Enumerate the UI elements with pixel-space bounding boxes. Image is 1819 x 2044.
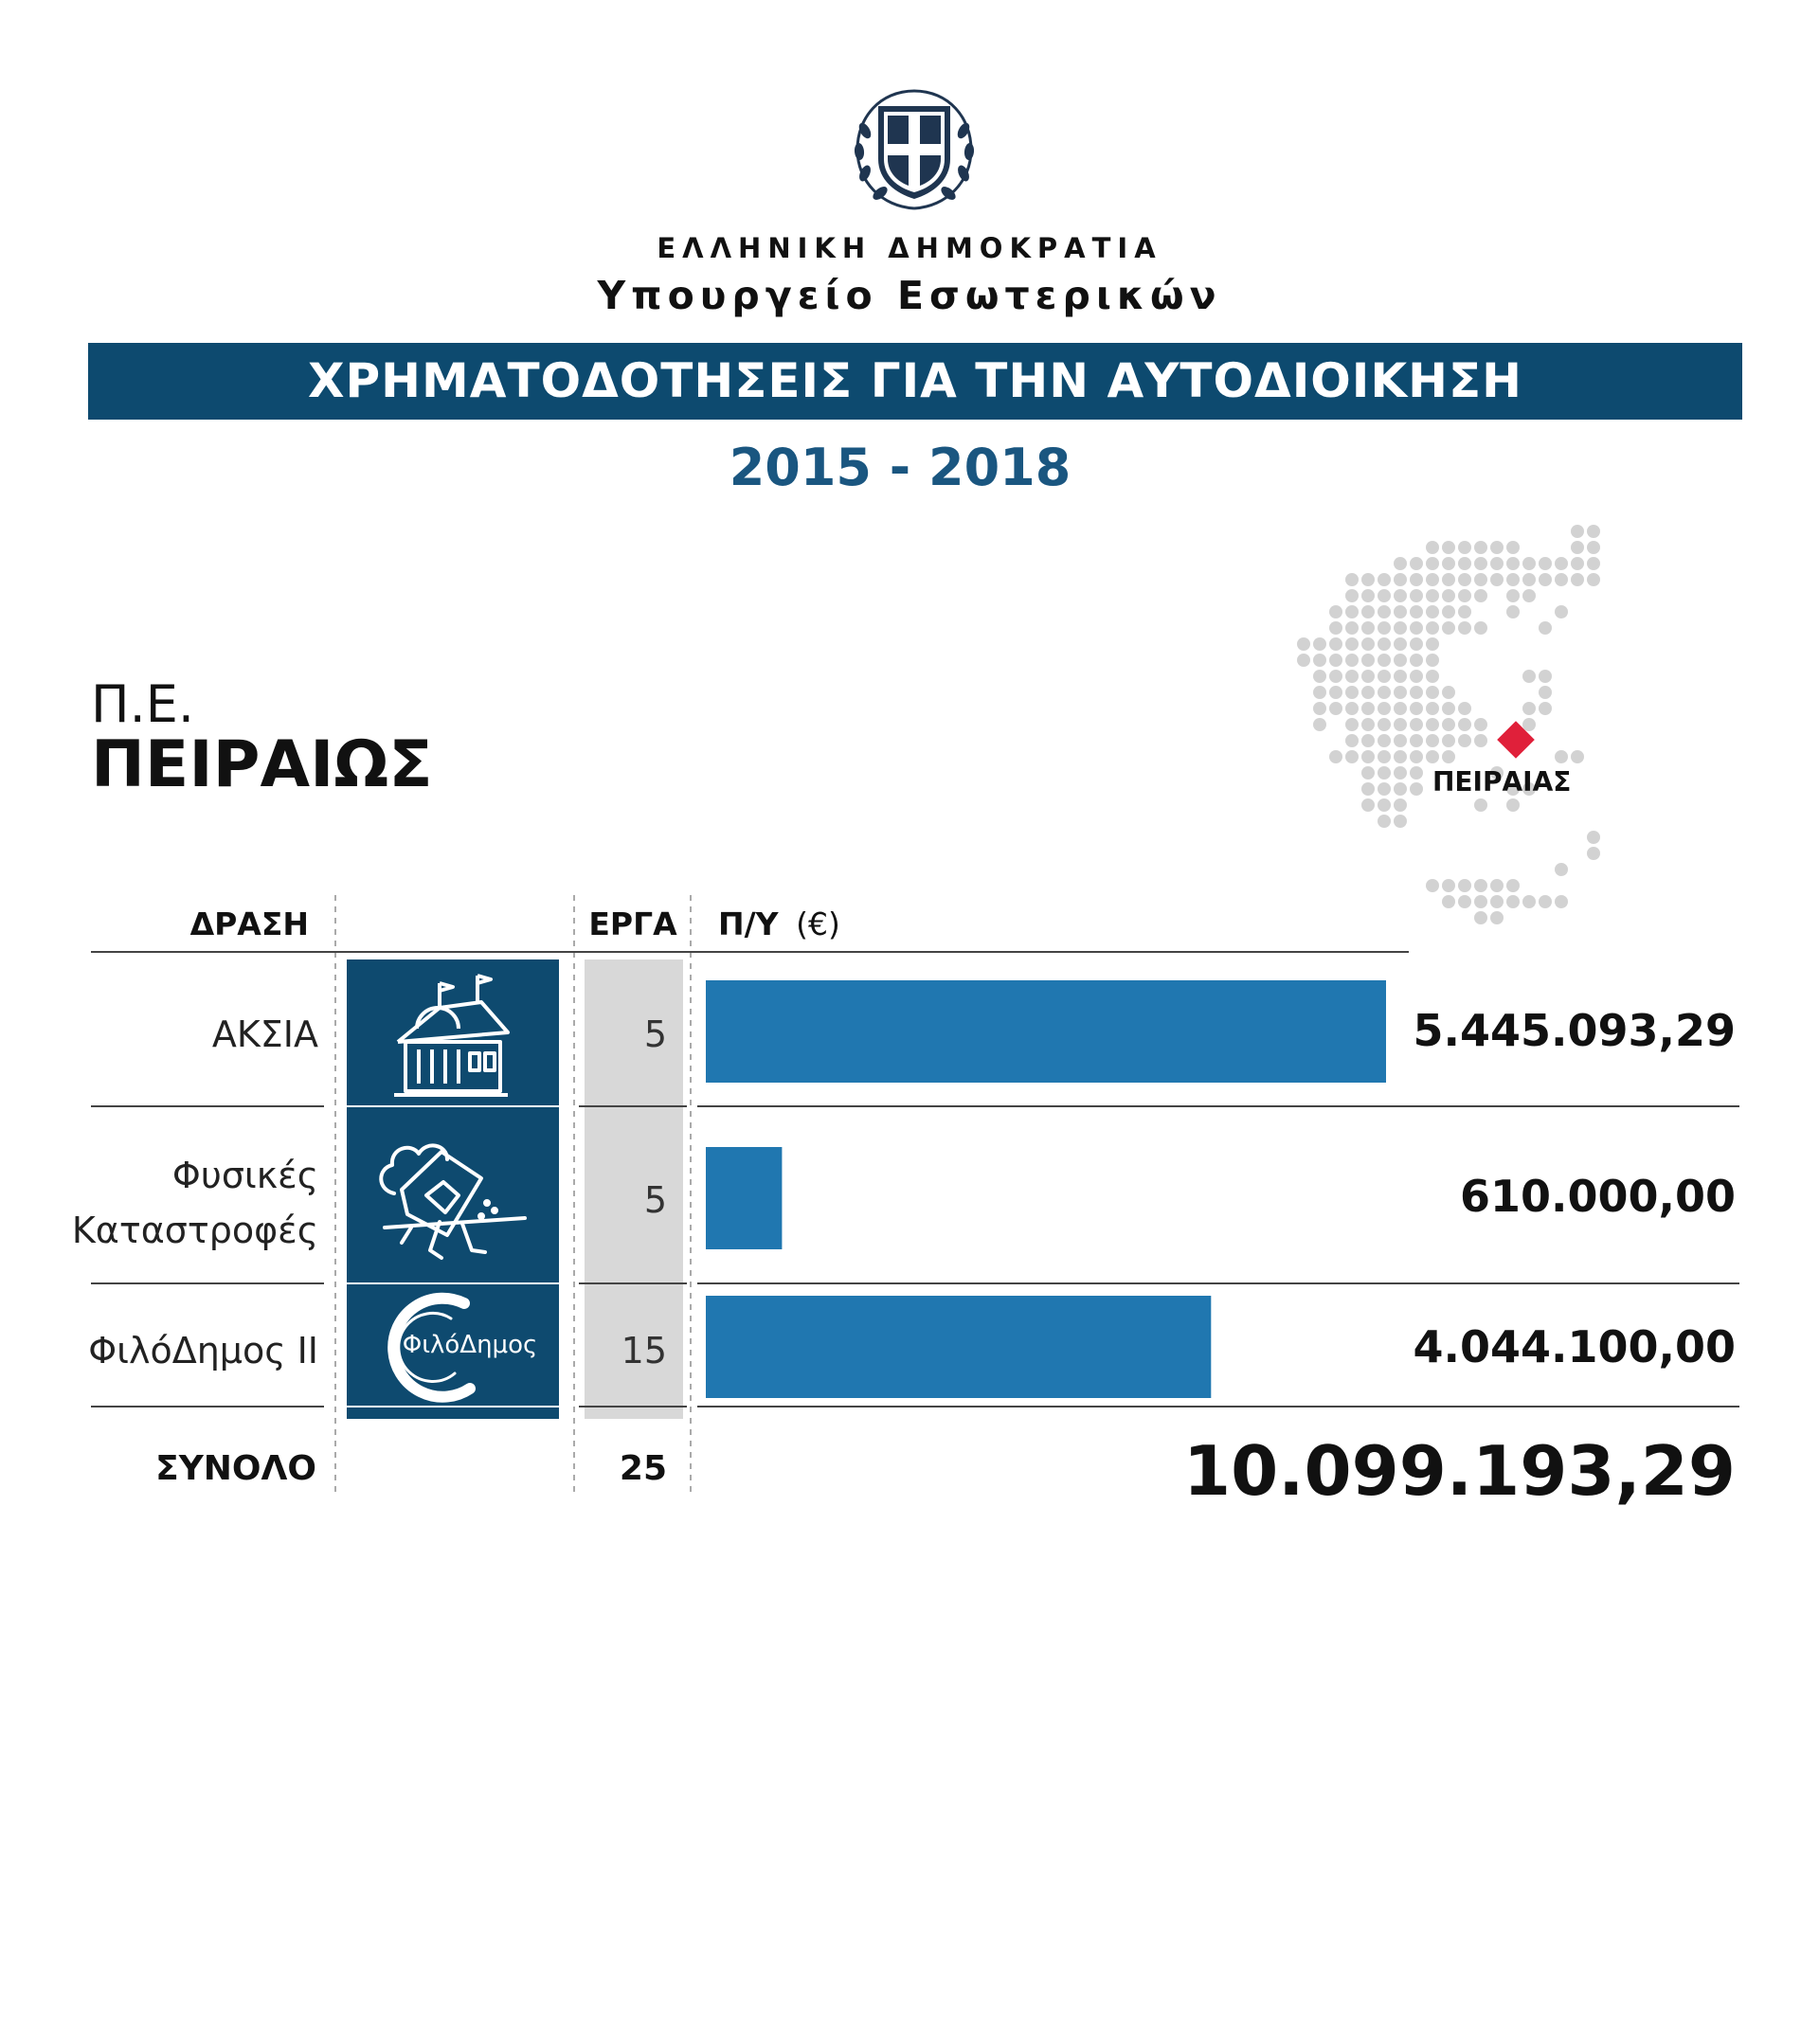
- row-value: 610.000,00: [1459, 1171, 1736, 1222]
- row-label: Καταστροφές: [71, 1210, 318, 1251]
- row-value: 5.445.093,29: [1413, 1005, 1736, 1056]
- region-name: ΠΕΙΡΑΙΩΣ: [91, 727, 433, 802]
- ministry-title: Υπουργείο Εσωτερικών: [597, 273, 1222, 318]
- region-prefix: Π.Ε.: [91, 674, 195, 734]
- row-projects: 5: [643, 1013, 667, 1055]
- header-projects: ΕΡΓΑ: [588, 905, 677, 942]
- map-label: ΠΕΙΡΑΙΑΣ: [1432, 766, 1572, 798]
- row-projects: 5: [643, 1179, 667, 1221]
- header-action: ΔΡΑΣΗ: [189, 905, 309, 942]
- row-value: 4.044.100,00: [1413, 1321, 1736, 1372]
- years-range: 2015 - 2018: [729, 438, 1072, 497]
- row-label: ΦιλόΔημος ΙΙ: [88, 1330, 318, 1372]
- bar-filodimos: [706, 1296, 1211, 1398]
- republic-title: ΕΛΛΗΝΙΚΗ ΔΗΜΟΚΡΑΤΙΑ: [657, 232, 1162, 264]
- bar-aksia: [706, 980, 1386, 1083]
- total-label: ΣΥΝΟΛΟ: [155, 1449, 316, 1488]
- total-value: 10.099.193,29: [1182, 1431, 1736, 1511]
- filodimos-logo-text: ΦιλόΔημος: [402, 1331, 538, 1359]
- header-budget-group: [718, 905, 840, 942]
- total-projects: 25: [619, 1449, 667, 1488]
- header-budget: Π/Υ: [718, 905, 779, 942]
- row-projects: 15: [621, 1330, 667, 1372]
- header-unit: (€): [796, 905, 840, 942]
- row-label: Φυσικές: [171, 1155, 318, 1196]
- row-label: ΑΚΣΙΑ: [211, 1013, 318, 1055]
- page-banner: ΧΡΗΜΑΤΟΔΟΤΗΣΕΙΣ ΓΙΑ ΤΗΝ ΑΥΤΟΔΙΟΙΚΗΣΗ: [88, 343, 1742, 420]
- bar-natural-disasters: [706, 1147, 782, 1249]
